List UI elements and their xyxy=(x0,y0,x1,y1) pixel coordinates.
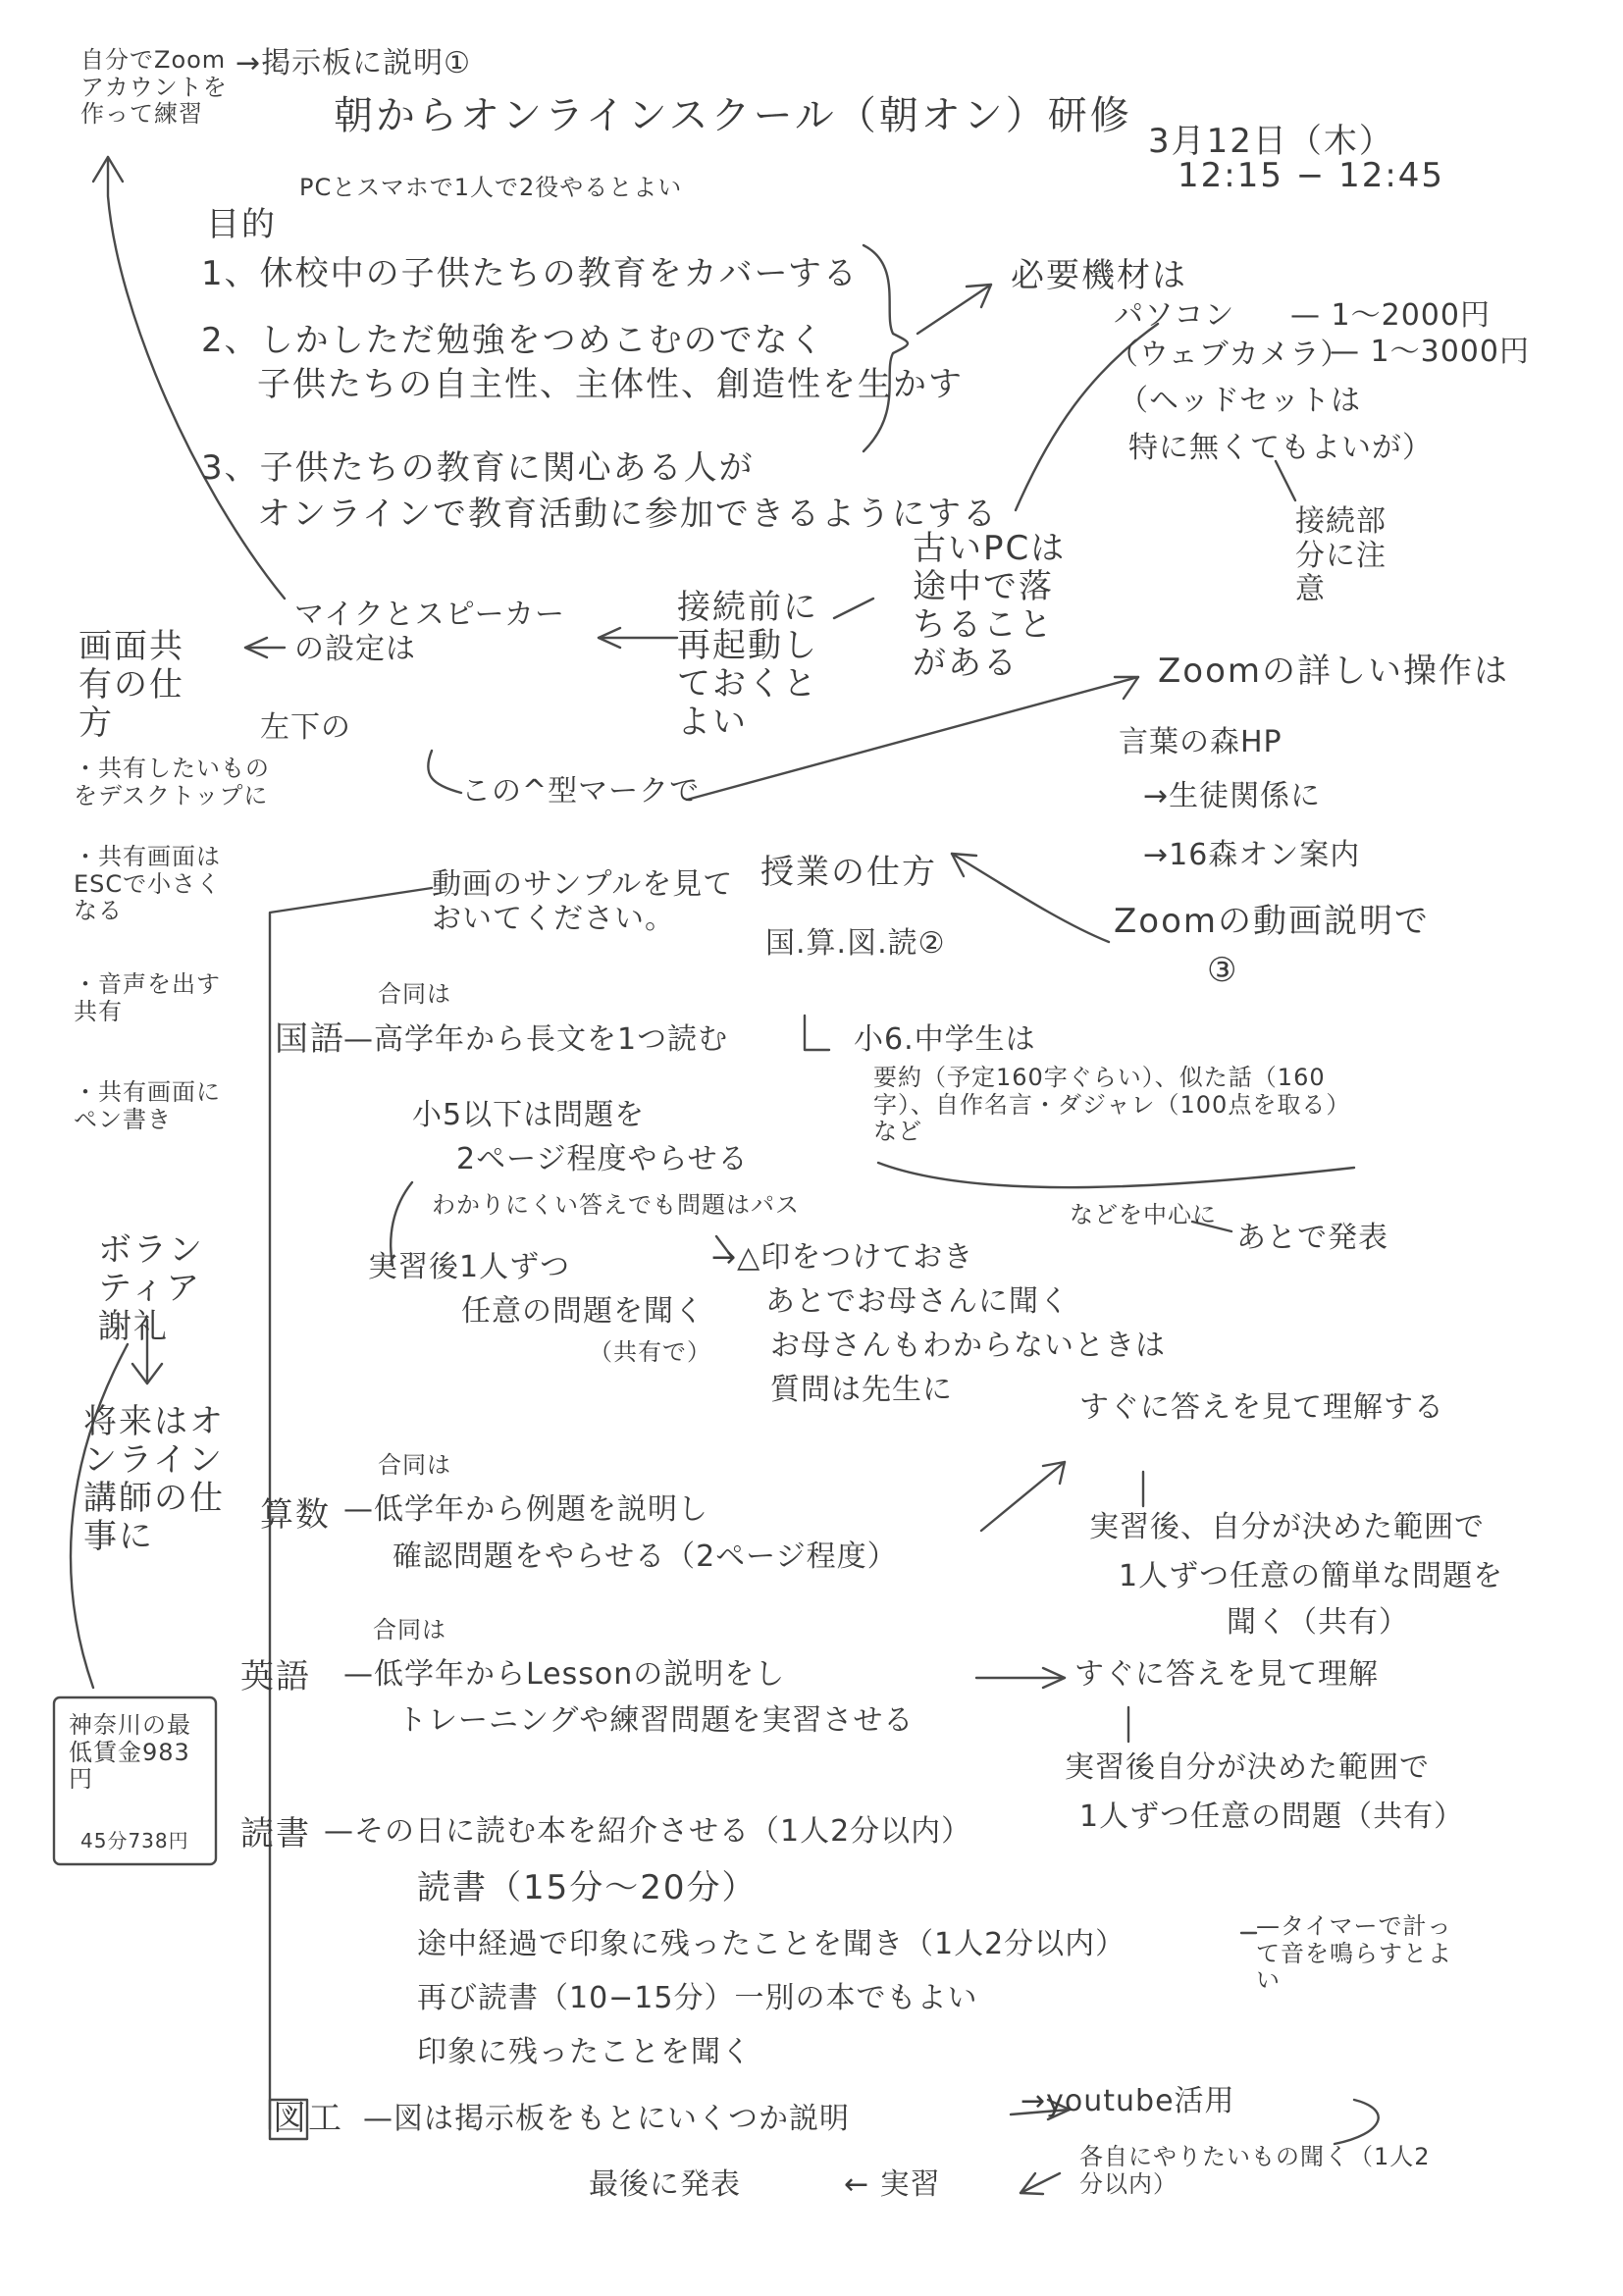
zoom-details: Zoomの詳しい操作は xyxy=(1158,652,1510,691)
connection-warning: 接続部分に注意 xyxy=(1295,504,1387,606)
line-connect xyxy=(1276,461,1295,500)
kokugo-mark-note: →△印をつけておき xyxy=(711,1240,974,1275)
arrow-youtube-back xyxy=(1335,2100,1379,2144)
date: 3月12日（木） xyxy=(1148,122,1394,161)
share-tip-pen: ・共有画面にペン書き xyxy=(74,1078,221,1133)
arrow-sansu-answer xyxy=(981,1462,1065,1531)
eigo-ask: 1人ずつ任意の問題（共有） xyxy=(1079,1800,1465,1834)
share-tip-desktop: ・共有したいものをデスクトップに xyxy=(74,755,270,809)
eigo-training: トレーニングや練習問題を実習させる xyxy=(397,1703,915,1738)
kokugo-upper-grade: 小6.中学生は xyxy=(854,1022,1036,1057)
subject-kokugo: 国語 xyxy=(275,1019,345,1059)
restart-before-connect: 接続前に再起動しておくとよい xyxy=(677,588,818,743)
kokugo-joint-label: 合同は xyxy=(378,980,451,1008)
kokugo-pass-note: わかりにくい答えでも問題はパス xyxy=(432,1191,800,1219)
kokugo-ask-question: 任意の問題を聞く xyxy=(461,1294,705,1329)
pc-smartphone-note: PCとスマホで1人で2役やるとよい xyxy=(299,174,683,201)
self-practice-note: 自分でZoomアカウントを作って練習 xyxy=(80,46,228,129)
mic-speaker-setting: マイクとスピーカーの設定は xyxy=(294,598,565,666)
dokusho-timer: —タイマーで計って音を鳴らすとよい xyxy=(1256,1912,1452,1995)
zoom-hp: 言葉の森HP xyxy=(1119,725,1283,759)
equipment-webcam-price: — 1〜2000円 xyxy=(1290,298,1491,333)
dokusho-introduce: —その日に読む本を紹介させる（1人2分以内） xyxy=(324,1814,972,1849)
page-title: 朝からオンラインスクール（朝オン）研修 xyxy=(334,93,1132,138)
sansu-after: 実習後、自分が決めた範囲で xyxy=(1089,1510,1485,1544)
arrow-zoom-method xyxy=(952,854,1109,942)
dokusho-midway: 途中経過で印象に残ったことを聞き（1人2分以内） xyxy=(417,1927,1126,1961)
sansu-joint-label: 合同は xyxy=(378,1451,451,1479)
eigo-main: —低学年からLessonの説明をし xyxy=(343,1657,786,1692)
equipment-heading: 必要機材は xyxy=(1011,256,1187,295)
equipment-headset-price: — 1〜3000円 xyxy=(1330,335,1530,369)
sansu-main: —低学年から例題を説明し xyxy=(343,1492,708,1527)
board-explanation-note: →掲示板に説明① xyxy=(236,46,472,80)
wage-45-minutes: 45分738円 xyxy=(80,1829,189,1852)
zuko-last-presentation: 最後に発表 xyxy=(589,2167,741,2202)
kokugo-focus: などを中心に xyxy=(1070,1201,1217,1228)
kokugo-ask-mother: あとでお母さんに聞く xyxy=(765,1284,1070,1319)
kokugo-two-pages: 2ページ程度やらせる xyxy=(456,1142,749,1176)
zuko-each-ask: 各自にやりたいもの聞く（1人2分以内） xyxy=(1079,2143,1431,2198)
purpose-item-2b: 子供たちの自主性、主体性、創造性を生かす xyxy=(257,365,964,404)
subject-sansu: 算数 xyxy=(260,1495,331,1535)
kokugo-summary-tasks: 要約（予定160字ぐらい）、似た話（160字）、自作名言・ダジャレ（100点を取る）など xyxy=(873,1064,1351,1146)
kokugo-focus-arc xyxy=(878,1163,1354,1187)
old-pc-note: 古いPCは途中で落ちることがある xyxy=(913,529,1067,684)
kokugo-later-presentation: あとで発表 xyxy=(1236,1221,1388,1255)
equipment-headset-note: 特に無くてもよいが） xyxy=(1128,431,1433,465)
kokugo-mother-unknown: お母さんもわからないときは xyxy=(770,1329,1166,1363)
screen-share-heading: 画面共有の仕方 xyxy=(79,627,184,744)
eigo-answer: すぐに答えを見て理解 xyxy=(1074,1657,1379,1692)
purpose-item-2a: 2、しかしただ勉強をつめこむのでなく xyxy=(201,321,825,360)
zuko-practice: ← 実習 xyxy=(844,2167,941,2202)
share-tip-audio: ・音声を出す共有 xyxy=(74,970,221,1025)
subjects-reference: 国.算.図.読② xyxy=(765,926,946,961)
kokugo-main: —高学年から長文を1つ読む xyxy=(343,1022,729,1057)
kokugo-bracket xyxy=(805,1016,829,1050)
sansu-ask: 1人ずつ任意の簡単な問題を xyxy=(1119,1559,1504,1593)
subject-dokusho: 読書 xyxy=(240,1814,311,1853)
arrow-to-equipment xyxy=(917,285,991,334)
equipment-headset: （ヘッドセットは xyxy=(1119,384,1362,418)
purpose-brace xyxy=(864,245,908,451)
lesson-method-heading: 授業の仕方 xyxy=(760,853,937,892)
sansu-ask-share: 聞く（共有） xyxy=(1227,1605,1409,1640)
kokugo-after-practice: 実習後1人ずつ xyxy=(368,1250,571,1284)
arrow-pc-before xyxy=(834,599,873,618)
sansu-check: 確認問題をやらせる（2ページ程度） xyxy=(393,1539,898,1574)
share-tip-esc: ・共有画面はESCで小さくなる xyxy=(74,843,222,925)
purpose-heading: 目的 xyxy=(206,205,277,244)
purpose-item-1: 1、休校中の子供たちの教育をカバーする xyxy=(201,254,859,293)
purpose-item-3b: オンラインで教育活動に参加できるようにする xyxy=(257,495,998,534)
subject-eigo: 英語 xyxy=(240,1657,311,1696)
zoom-related: →生徒関係に xyxy=(1143,779,1322,813)
hook xyxy=(428,751,461,793)
arrow-each-practice xyxy=(1021,2173,1060,2193)
dokusho-reading: 読書（15分〜20分） xyxy=(417,1868,758,1907)
subject-zuko: 図工 xyxy=(273,2099,343,2138)
eigo-after: 実習後自分が決めた範囲で xyxy=(1065,1750,1430,1785)
dokusho-reread: 再び読書（10−15分）一別の本でもよい xyxy=(417,1981,978,2015)
eigo-joint-label: 合同は xyxy=(373,1616,446,1644)
kokugo-low-grade: 小5以下は問題を xyxy=(412,1098,646,1132)
volunteer-reward: ボランティア謝礼 xyxy=(98,1230,204,1347)
equipment-pc: パソコン xyxy=(1114,298,1235,333)
zuko-main: —図は掲示板をもとにいくつか説明 xyxy=(363,2102,850,2136)
lower-left-label: 左下の xyxy=(260,710,351,745)
zuko-youtube: →youtube活用 xyxy=(1021,2084,1235,2118)
video-sample-note: 動画のサンプルを見ておいてください。 xyxy=(432,867,734,936)
sansu-answer: すぐに答えを見て理解する xyxy=(1079,1390,1444,1425)
kokugo-share: （共有で） xyxy=(589,1338,711,1366)
future-online-teacher: 将来はオンライン講師の仕事に xyxy=(83,1402,225,1557)
zoom-morion: →16森オン案内 xyxy=(1143,838,1361,872)
equipment-webcam: （ウェブカメラ） xyxy=(1109,338,1351,372)
this-mark-label: この^型マークで xyxy=(461,774,701,809)
zoom-video-explanation: Zoomの動画説明で xyxy=(1114,902,1431,941)
kokugo-ask-teacher: 質問は先生に xyxy=(770,1373,953,1407)
kanagawa-minimum-wage: 神奈川の最低賃金983円 xyxy=(69,1711,191,1794)
dokusho-impression: 印象に残ったことを聞く xyxy=(417,2035,752,2069)
time: 12:15 − 12:45 xyxy=(1178,156,1445,195)
zoom-circle-3: ③ xyxy=(1207,951,1239,990)
purpose-item-3a: 3、子供たちの教育に関心ある人が xyxy=(201,448,755,488)
